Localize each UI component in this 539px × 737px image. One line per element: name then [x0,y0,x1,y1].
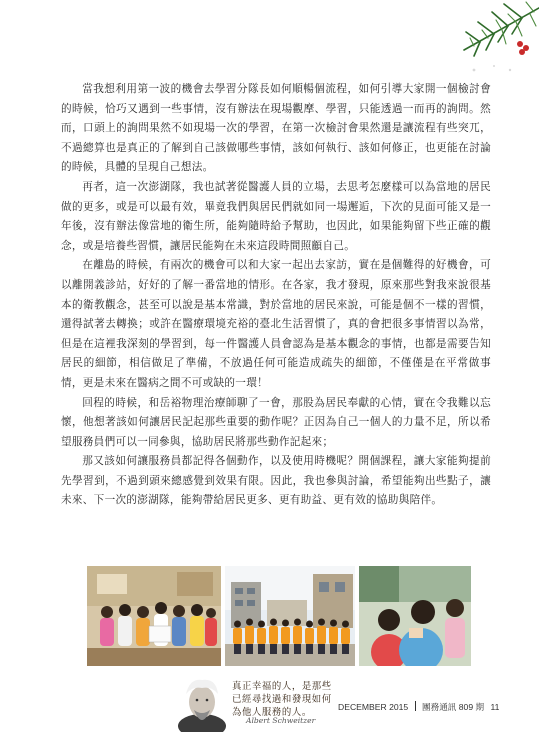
quote-line: 已經尋找過和發現如何 [232,694,332,705]
paragraph: 那又該如何讓服務員都記得各個動作，以及使用時機呢？開個課程，讓大家能夠提前先學習到，不過到頭來總感覺到效果有限。因此，我也參與討論，希望能夠出些點子，讓未來、下一次的澎湖隊，能夠帶給居民更多、更有助益、更有效的協助與陪伴。 [61,455,491,507]
quote-line: 真正幸福的人，是那些 [232,681,332,692]
activity-photo-children [359,566,471,666]
group-photo-outdoor [225,566,355,666]
paragraph: 再者，這一次澎湖隊，我也試著從醫護人員的立場，去思考怎麼樣可以為當地的居民做的更多，或是可以最有效，畢竟我們與居民們就如同一場邂逅，下次的見面可能又是一年後，沒有辦法像當地的衛生所，能夠隨時給予幫助，也因此，如果能夠留下些正確的觀念，或是培養些習慣，讓居民能夠在未來這段時間照顧自己。 [61,180,491,252]
paragraph: 在離島的時候，有兩次的機會可以和大家一起出去家訪，實在是個難得的好機會，可以離開義診站，好好的了解一番當地的情形。在各家，我才發現，原來那些對我來說很基本的衛教觀念，甚至可以說是基本常識，對於當地的居民來說，可能是個不一樣的習慣，還得試著去轉換；或許在醫療環境充裕的臺北生活習慣了，真的會把很多事情習以為常，但是在這裡我深刻的學習到，每一件醫護人員會認為是基本觀念的事情，也都是需要告知居民的細節，相信做足了準備，不放過任何可能造成疏失的細節，不僅僅是在平常做事情，更是未來在醫病之間不可或缺的一環！ [61,259,491,389]
article-body [61,80,491,511]
issue-date: DECEMBER 2015 [338,702,409,712]
pine-branch-decoration [404,0,539,80]
issue-info [338,701,499,713]
page-number: 11 [490,702,500,712]
portrait-image [176,676,228,732]
quote-line: 為他人服務的人。 [232,707,312,718]
paragraph: 當我想利用第一波的機會去學習分隊長如何順暢個流程，如何引導大家開一個檢討會的時候，恰巧又遇到一些事情，沒有辦法在現場觀摩、學習，只能透過一而再的詢問。然而，口頭上的詢問果然不如現場一次的學習，在第一次檢討會果然還是讓流程有些突兀，不過總算也是真正的了解到自己該做哪些事情，該如何執行、該如何修正，也更能在討論的時候，具體的呈現自己想法。 [61,83,491,174]
issue-name: 團務通訊 809 期 [422,702,485,712]
photo-strip [87,566,471,666]
quote-signature: Albert Schweitzer [246,716,316,725]
group-photo-indoor [87,566,221,666]
paragraph: 回程的時候，和岳裕物理治療師聊了一會，那股為居民奉獻的心情，實在令我難以忘懷，他想著該如何讓居民記起那些重要的動作呢？正因為自己一個人的力量不足，所以希望服務員們可以一同參與，協助居民將那些動作記起來； [61,396,491,448]
divider [415,701,416,711]
